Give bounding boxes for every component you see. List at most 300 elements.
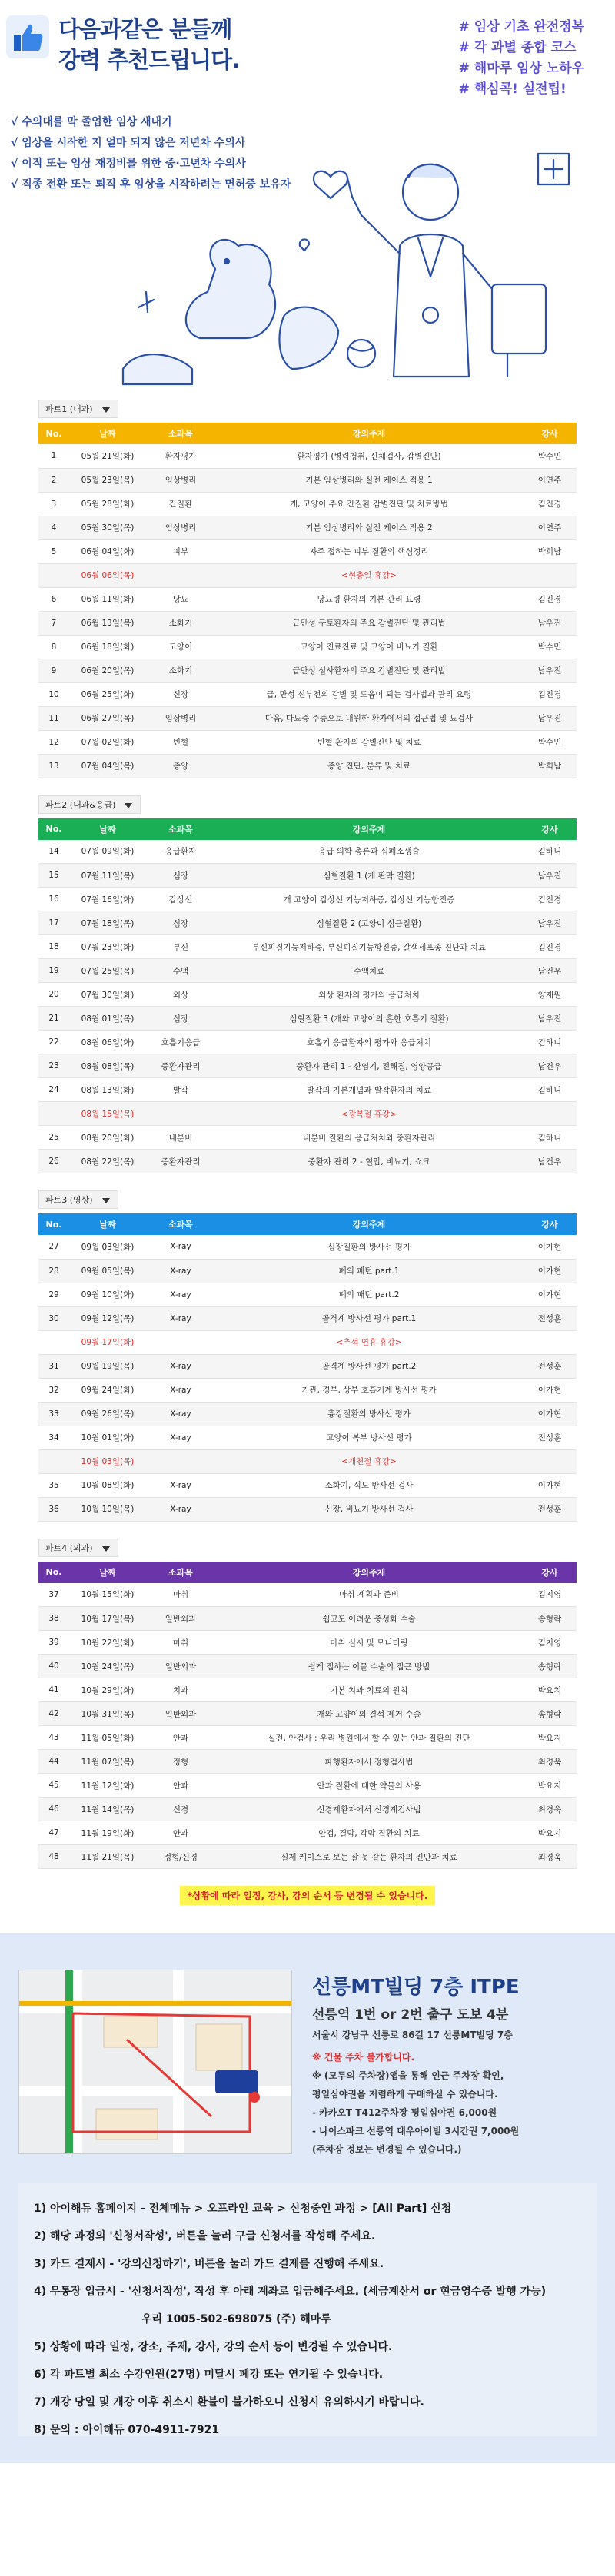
cell-topic: 부신피질기능저하증, 부신피질기능항진증, 갈색세포종 진단과 치료 bbox=[215, 935, 523, 959]
cell-inst: 박요치 bbox=[523, 1678, 577, 1702]
cell-topic: 환자평가 (병력청취, 신체검사, 감별진단) bbox=[215, 444, 523, 468]
info-item: 4) 무통장 입금시 - '신청서작성', 작성 후 아래 계좌로 입금해주세요. (세금계산서 or 현금영수증 발행 가능) bbox=[34, 2286, 547, 2298]
col-date: 날짜 bbox=[99, 824, 116, 835]
cell-date: 05월 21일(화) bbox=[69, 444, 146, 468]
cell-inst bbox=[523, 1102, 577, 1126]
cell-no: 28 bbox=[38, 1259, 69, 1283]
cell-topic: 응급 의학 총론과 심폐소생술 bbox=[215, 840, 523, 864]
schedule-notice: *상황에 따라 일정, 강사, 강의 순서 등 변경될 수 있습니다. bbox=[180, 1886, 436, 1905]
cell-topic: 급, 만성 신부전의 감별 및 도움이 되는 검사법과 관리 요령 bbox=[215, 682, 523, 706]
part-selector[interactable] bbox=[38, 795, 141, 814]
cell-inst: 박수민 bbox=[523, 730, 577, 754]
cell-no: 36 bbox=[38, 1497, 69, 1521]
cell-inst: 전성훈 bbox=[523, 1426, 577, 1449]
cell-date: 07월 09일(화) bbox=[69, 840, 146, 864]
cell-topic: 신경계환자에서 신경계검사법 bbox=[215, 1798, 523, 1821]
location-map[interactable] bbox=[18, 1970, 292, 2154]
cell-topic: 실제 케이스로 보는 잘 못 같는 환자의 진단과 치료 bbox=[215, 1845, 523, 1869]
cell-topic: 심혈질환 3 (개와 고양이의 흔한 호흡기 질환) bbox=[215, 1007, 523, 1031]
info-line: 평일심야권을 저렴하게 구매하실 수 있습니다. bbox=[312, 2089, 498, 2100]
col-no: No. bbox=[45, 1567, 62, 1577]
cell-date: 07월 16일(화) bbox=[69, 888, 146, 911]
cell-dept: 소화기 bbox=[146, 659, 215, 682]
cell-inst: 남우진 bbox=[523, 659, 577, 682]
col-inst: 강사 bbox=[541, 429, 558, 439]
cell-no: 17 bbox=[38, 911, 69, 935]
cell-date: 07월 30일(화) bbox=[69, 983, 146, 1007]
cell-inst bbox=[523, 563, 577, 587]
cell-topic: 기본 임상병리와 실전 케이스 적용 2 bbox=[215, 516, 523, 539]
holiday-row bbox=[38, 563, 577, 587]
col-inst: 강사 bbox=[541, 824, 558, 835]
cell-dept: 외상 bbox=[146, 983, 215, 1007]
cell-topic: 기본 치과 치료의 원칙 bbox=[215, 1678, 523, 1702]
cell-dept: 심장 bbox=[146, 864, 215, 888]
cell-inst: 남우진 bbox=[523, 611, 577, 635]
table-row bbox=[38, 911, 577, 935]
cell-no: 14 bbox=[38, 840, 69, 864]
cell-dept: 내분비 bbox=[146, 1126, 215, 1150]
table-row bbox=[38, 1497, 577, 1521]
cell-dept bbox=[146, 1330, 215, 1354]
bullet: √ 임상을 시작한 지 얼마 되지 않은 저년차 수의사 bbox=[11, 137, 246, 149]
table-row bbox=[38, 1655, 577, 1678]
bullet: √ 이직 또는 임상 재정비를 위한 중·고년차 수의사 bbox=[11, 158, 246, 170]
cell-dept: 환자평가 bbox=[146, 444, 215, 468]
col-inst: 강사 bbox=[541, 1567, 558, 1578]
cell-no: 3 bbox=[38, 492, 69, 516]
cell-dept: X-ray bbox=[146, 1235, 215, 1259]
cell-no: 4 bbox=[38, 516, 69, 539]
info-item: 6) 각 파트별 최소 수강인원(27명) 미달시 폐강 또는 연기될 수 있습니다. bbox=[34, 2369, 384, 2381]
thumbs-up-icon bbox=[6, 15, 49, 58]
table-row bbox=[38, 1078, 577, 1102]
cell-dept: 간질환 bbox=[146, 492, 215, 516]
col-dept: 소과목 bbox=[168, 1220, 193, 1230]
cell-dept: X-ray bbox=[146, 1402, 215, 1426]
col-dept: 소과목 bbox=[168, 824, 193, 835]
cell-no: 5 bbox=[38, 539, 69, 563]
cell-topic: 쉽게 접하는 이물 수술의 접근 방법 bbox=[215, 1655, 523, 1678]
cell-no: 24 bbox=[38, 1078, 69, 1102]
cell-date: 10월 03일(목) bbox=[69, 1449, 146, 1473]
cell-inst: 김진경 bbox=[523, 492, 577, 516]
table-row bbox=[38, 1473, 577, 1497]
cell-date: 11월 07일(목) bbox=[69, 1750, 146, 1774]
cell-topic: 신장, 비뇨기 방사선 검사 bbox=[215, 1497, 523, 1521]
cell-inst: 김하니 bbox=[523, 1078, 577, 1102]
part-3-section bbox=[38, 1190, 577, 1522]
cell-topic: 기본 임상병리와 실전 케이스 적용 1 bbox=[215, 468, 523, 492]
cell-dept: 부신 bbox=[146, 935, 215, 959]
cell-no bbox=[38, 1102, 69, 1126]
info-item: 3) 카드 결제시 - '강의신청하기', 버튼을 눌러 카드 결제를 진행해 주세요. bbox=[34, 2258, 384, 2270]
cell-topic: 급만성 설사환자의 주요 감별진단 및 관리법 bbox=[215, 659, 523, 682]
cell-topic: 외상 환자의 평가와 응급처치 bbox=[215, 983, 523, 1007]
col-dept: 소과목 bbox=[168, 429, 193, 439]
cell-dept bbox=[146, 1449, 215, 1473]
col-date: 날짜 bbox=[99, 429, 116, 439]
table-row bbox=[38, 1259, 577, 1283]
cell-no: 39 bbox=[38, 1631, 69, 1655]
cell-dept: X-ray bbox=[146, 1259, 215, 1283]
table-header-row bbox=[38, 818, 577, 840]
cell-inst: 이연주 bbox=[523, 516, 577, 539]
cell-date: 06월 25일(화) bbox=[69, 682, 146, 706]
cell-dept bbox=[146, 563, 215, 587]
table-row bbox=[38, 730, 577, 754]
table-row bbox=[38, 1283, 577, 1306]
table-row bbox=[38, 1402, 577, 1426]
cell-date: 10월 10일(목) bbox=[69, 1497, 146, 1521]
bullet: √ 수의대를 막 졸업한 임상 새내기 bbox=[11, 116, 172, 128]
cell-no: 19 bbox=[38, 959, 69, 983]
table-row bbox=[38, 1426, 577, 1449]
cell-topic: 내분비 질환의 응급처치와 중환자관리 bbox=[215, 1126, 523, 1150]
cell-date: 08월 08일(목) bbox=[69, 1054, 146, 1078]
part-label: 파트1 (내과) bbox=[45, 404, 93, 414]
cell-inst: 박수민 bbox=[523, 635, 577, 659]
cell-inst: 이가현 bbox=[523, 1378, 577, 1402]
cell-no: 35 bbox=[38, 1473, 69, 1497]
cell-topic: 당뇨병 환자의 기본 관리 요령 bbox=[215, 587, 523, 611]
part-label: 파트2 (내과&응급) bbox=[45, 799, 116, 810]
cell-no: 31 bbox=[38, 1354, 69, 1378]
cell-no: 9 bbox=[38, 659, 69, 682]
cell-date: 06월 06일(목) bbox=[69, 563, 146, 587]
cell-date: 10월 01일(화) bbox=[69, 1426, 146, 1449]
cell-no: 2 bbox=[38, 468, 69, 492]
schedule-table bbox=[38, 818, 577, 1174]
cell-date: 10월 17일(목) bbox=[69, 1607, 146, 1631]
cell-inst: 이가현 bbox=[523, 1473, 577, 1497]
hero-headline bbox=[58, 14, 239, 75]
cell-no: 40 bbox=[38, 1655, 69, 1678]
cell-inst: 이가현 bbox=[523, 1283, 577, 1306]
cell-date: 08월 06일(화) bbox=[69, 1031, 146, 1054]
cell-date: 10월 24일(목) bbox=[69, 1655, 146, 1678]
cell-dept: 수액 bbox=[146, 959, 215, 983]
tag: # 해마루 임상 노하우 bbox=[458, 61, 584, 76]
cell-inst: 양재원 bbox=[523, 983, 577, 1007]
cell-inst: 김지영 bbox=[523, 1583, 577, 1607]
cell-inst: 남우진 bbox=[523, 864, 577, 888]
col-topic: 강의주제 bbox=[352, 429, 386, 439]
cell-dept: 정형/신경 bbox=[146, 1845, 215, 1869]
cell-dept: X-ray bbox=[146, 1473, 215, 1497]
cell-inst: 김진경 bbox=[523, 682, 577, 706]
cell-no: 33 bbox=[38, 1402, 69, 1426]
table-row bbox=[38, 659, 577, 682]
cell-dept: 일반외과 bbox=[146, 1655, 215, 1678]
cell-no: 41 bbox=[38, 1678, 69, 1702]
cell-topic: 중환자 관리 1 - 산염기, 전해질, 영양공급 bbox=[215, 1054, 523, 1078]
cell-dept: 응급환자 bbox=[146, 840, 215, 864]
cell-date: 08월 15일(목) bbox=[69, 1102, 146, 1126]
cell-inst: 박희남 bbox=[523, 754, 577, 778]
table-row bbox=[38, 539, 577, 563]
cell-dept: 일반외과 bbox=[146, 1607, 215, 1631]
cell-dept: 빈혈 bbox=[146, 730, 215, 754]
cell-dept: X-ray bbox=[146, 1306, 215, 1330]
cell-no: 43 bbox=[38, 1726, 69, 1750]
info-item: 8) 문의 : 아이해듀 070-4911-7921 bbox=[34, 2424, 220, 2436]
cell-inst: 김하니 bbox=[523, 1126, 577, 1150]
cell-no bbox=[38, 1330, 69, 1354]
table-row bbox=[38, 1150, 577, 1173]
cell-no: 25 bbox=[38, 1126, 69, 1150]
cell-inst: 이가현 bbox=[523, 1259, 577, 1283]
table-row bbox=[38, 1726, 577, 1750]
cell-topic: 소화기, 식도 방사선 검사 bbox=[215, 1473, 523, 1497]
cell-dept: 일반외과 bbox=[146, 1702, 215, 1726]
cell-date: 10월 08일(화) bbox=[69, 1473, 146, 1497]
cell-date: 07월 23일(화) bbox=[69, 935, 146, 959]
part-1-section bbox=[38, 400, 577, 778]
cell-no: 22 bbox=[38, 1031, 69, 1054]
cell-no: 11 bbox=[38, 706, 69, 730]
cell-date: 10월 15일(화) bbox=[69, 1583, 146, 1607]
table-row bbox=[38, 754, 577, 778]
table-header-row bbox=[38, 1562, 577, 1583]
cell-inst: 김하니 bbox=[523, 1031, 577, 1054]
cell-date: 06월 27일(목) bbox=[69, 706, 146, 730]
cell-inst: 남우진 bbox=[523, 1007, 577, 1031]
info-line: ※ (모두의 주차장)앱을 통해 인근 주차장 확인, bbox=[312, 2070, 504, 2081]
cell-date: 09월 12일(목) bbox=[69, 1306, 146, 1330]
location-title: 선릉MT빌딩 7층 ITPE bbox=[312, 1976, 520, 1999]
table-row bbox=[38, 1378, 577, 1402]
cell-date: 11월 14일(목) bbox=[69, 1798, 146, 1821]
cell-inst: 박수민 bbox=[523, 444, 577, 468]
cell-inst: 최경욱 bbox=[523, 1845, 577, 1869]
col-dept: 소과목 bbox=[168, 1567, 193, 1578]
cell-no bbox=[38, 1449, 69, 1473]
part-label: 파트3 (영상) bbox=[45, 1195, 93, 1205]
col-topic: 강의주제 bbox=[352, 824, 386, 835]
col-no: No. bbox=[45, 428, 62, 439]
cell-dept: X-ray bbox=[146, 1378, 215, 1402]
cell-inst: 박희남 bbox=[523, 539, 577, 563]
cell-no: 20 bbox=[38, 983, 69, 1007]
cell-inst: 박요지 bbox=[523, 1726, 577, 1750]
cell-date: 10월 31일(목) bbox=[69, 1702, 146, 1726]
bullet: √ 직종 전환 또는 퇴직 후 임상을 시작하려는 면허증 보유자 bbox=[11, 178, 291, 191]
col-inst: 강사 bbox=[541, 1220, 558, 1230]
cell-date: 11월 21일(목) bbox=[69, 1845, 146, 1869]
table-header-row bbox=[38, 423, 577, 444]
bank-account: 우리 1005-502-698075 (주) 해마루 bbox=[141, 2313, 331, 2325]
cell-date: 06월 20일(목) bbox=[69, 659, 146, 682]
cell-dept: 심장 bbox=[146, 911, 215, 935]
cell-dept: 안과 bbox=[146, 1726, 215, 1750]
cell-date: 07월 18일(목) bbox=[69, 911, 146, 935]
cell-topic: 심장질환의 방사선 평가 bbox=[215, 1235, 523, 1259]
cell-topic: 마취 실시 및 모니터링 bbox=[215, 1631, 523, 1655]
cell-topic: 개 고양이 갑상선 기능저하증, 갑상선 기능항진증 bbox=[215, 888, 523, 911]
tag: # 임상 기초 완전정복 bbox=[458, 19, 584, 35]
cell-date: 09월 05일(목) bbox=[69, 1259, 146, 1283]
cell-date: 09월 17일(화) bbox=[69, 1330, 146, 1354]
schedule-table bbox=[38, 1562, 577, 1870]
dropdown-arrow-icon bbox=[102, 407, 110, 413]
hero-section bbox=[0, 0, 615, 400]
table-row bbox=[38, 1702, 577, 1726]
col-no: No. bbox=[45, 1219, 62, 1230]
cell-dept: 마취 bbox=[146, 1631, 215, 1655]
cell-inst: 김진경 bbox=[523, 888, 577, 911]
vet-illustration bbox=[108, 123, 615, 400]
cell-dept: 발작 bbox=[146, 1078, 215, 1102]
cell-date: 07월 02일(화) bbox=[69, 730, 146, 754]
col-no: No. bbox=[45, 824, 62, 834]
holiday-row bbox=[38, 1330, 577, 1354]
cell-no: 21 bbox=[38, 1007, 69, 1031]
cell-inst: 남우진 bbox=[523, 911, 577, 935]
cell-no: 7 bbox=[38, 611, 69, 635]
cell-inst: 이가현 bbox=[523, 1235, 577, 1259]
cell-date: 07월 25일(목) bbox=[69, 959, 146, 983]
headline-line-1: 다음과같은 분들께 bbox=[58, 16, 232, 42]
table-row bbox=[38, 1821, 577, 1845]
cell-inst: 남건우 bbox=[523, 1054, 577, 1078]
info-line: (주차장 정보는 변경될 수 있습니다.) bbox=[312, 2144, 462, 2155]
info-line: - 나이스파크 선릉역 대우아이빌 3시간권 7,000원 bbox=[312, 2126, 520, 2136]
tag: # 핵심콕! 실전팁! bbox=[458, 81, 567, 97]
cell-dept: 심장 bbox=[146, 1007, 215, 1031]
table-row bbox=[38, 1607, 577, 1631]
info-item: 2) 해당 과정의 '신청서작성', 버튼을 눌러 구글 신청서를 작성해 주세요. bbox=[34, 2230, 376, 2242]
cell-date: 07월 04일(목) bbox=[69, 754, 146, 778]
cell-topic: 심혈질환 2 (고양이 심근질환) bbox=[215, 911, 523, 935]
cell-date: 08월 13일(화) bbox=[69, 1078, 146, 1102]
cell-inst: 최경욱 bbox=[523, 1798, 577, 1821]
cell-dept: 마취 bbox=[146, 1583, 215, 1607]
cell-no: 44 bbox=[38, 1750, 69, 1774]
info-line: - 카카오T T412주차장 평일심야권 6,000원 bbox=[312, 2107, 497, 2118]
cell-date: 08월 01일(목) bbox=[69, 1007, 146, 1031]
cell-inst: 김진경 bbox=[523, 587, 577, 611]
cell-dept: 당뇨 bbox=[146, 587, 215, 611]
table-row bbox=[38, 864, 577, 888]
cell-date: 06월 04일(화) bbox=[69, 539, 146, 563]
cell-date: 06월 11일(화) bbox=[69, 587, 146, 611]
cell-date: 08월 20일(화) bbox=[69, 1126, 146, 1150]
table-row bbox=[38, 1354, 577, 1378]
table-header-row bbox=[38, 1213, 577, 1235]
cell-date: 10월 29일(화) bbox=[69, 1678, 146, 1702]
table-row bbox=[38, 635, 577, 659]
dropdown-arrow-icon bbox=[102, 1198, 110, 1203]
cell-no: 29 bbox=[38, 1283, 69, 1306]
cell-dept: 호흡기응급 bbox=[146, 1031, 215, 1054]
cell-dept: X-ray bbox=[146, 1354, 215, 1378]
cell-dept: 안과 bbox=[146, 1821, 215, 1845]
part-selector[interactable] bbox=[38, 1539, 118, 1557]
col-topic: 강의주제 bbox=[352, 1220, 386, 1230]
table-row bbox=[38, 983, 577, 1007]
table-row bbox=[38, 1235, 577, 1259]
part-selector[interactable] bbox=[38, 400, 118, 418]
cell-no: 8 bbox=[38, 635, 69, 659]
cell-topic: 빈혈 환자의 감별진단 및 치료 bbox=[215, 730, 523, 754]
table-row bbox=[38, 1054, 577, 1078]
table-row bbox=[38, 1126, 577, 1150]
cell-topic: 실전, 안검사 : 우리 병원에서 할 수 있는 안과 질환의 진단 bbox=[215, 1726, 523, 1750]
cell-topic: 다음, 다뇨증 주증으로 내원한 환자에서의 접근법 및 뇨검사 bbox=[215, 706, 523, 730]
cell-date: 10월 22일(화) bbox=[69, 1631, 146, 1655]
cell-topic: <추석 연휴 휴강> bbox=[215, 1330, 523, 1354]
headline-line-2: 강력 추천드립니다. bbox=[58, 47, 240, 73]
cell-dept: 고양이 bbox=[146, 635, 215, 659]
table-row bbox=[38, 959, 577, 983]
info-item: 5) 상황에 따라 일정, 장소, 주제, 강사, 강의 순서 등이 변경될 수 있습니다. bbox=[34, 2341, 393, 2353]
cell-inst: 전성훈 bbox=[523, 1306, 577, 1330]
table-row bbox=[38, 1631, 577, 1655]
cell-inst: 이가현 bbox=[523, 1402, 577, 1426]
col-date: 날짜 bbox=[99, 1567, 116, 1578]
cell-inst: 전성훈 bbox=[523, 1354, 577, 1378]
cell-date: 09월 26일(목) bbox=[69, 1402, 146, 1426]
cell-inst: 송형락 bbox=[523, 1702, 577, 1726]
dropdown-arrow-icon bbox=[125, 803, 132, 808]
schedule-table bbox=[38, 1213, 577, 1522]
cell-inst: 김하니 bbox=[523, 840, 577, 864]
table-row bbox=[38, 1845, 577, 1869]
cell-no: 27 bbox=[38, 1235, 69, 1259]
cell-no: 26 bbox=[38, 1150, 69, 1173]
cell-date: 11월 12일(화) bbox=[69, 1774, 146, 1798]
cell-topic: 발작의 기본개념과 발작환자의 치료 bbox=[215, 1078, 523, 1102]
cell-no: 45 bbox=[38, 1774, 69, 1798]
cell-date: 05월 28일(화) bbox=[69, 492, 146, 516]
cell-dept: 갑상선 bbox=[146, 888, 215, 911]
cell-dept: 피부 bbox=[146, 539, 215, 563]
cell-date: 09월 24일(화) bbox=[69, 1378, 146, 1402]
cell-no: 47 bbox=[38, 1821, 69, 1845]
cell-topic: 심혈질환 1 (개 판막 질환) bbox=[215, 864, 523, 888]
registration-info-box bbox=[18, 2183, 597, 2436]
table-row bbox=[38, 611, 577, 635]
table-row bbox=[38, 706, 577, 730]
cell-dept: X-ray bbox=[146, 1426, 215, 1449]
cell-no: 15 bbox=[38, 864, 69, 888]
hero-tags bbox=[459, 17, 584, 100]
cell-date: 06월 18일(화) bbox=[69, 635, 146, 659]
cell-inst: 남건우 bbox=[523, 959, 577, 983]
cell-topic: 쉽고도 어려운 중성화 수술 bbox=[215, 1607, 523, 1631]
notice-wrap bbox=[0, 1886, 615, 1905]
cell-date: 11월 05일(화) bbox=[69, 1726, 146, 1750]
cell-date: 05월 23일(목) bbox=[69, 468, 146, 492]
table-row bbox=[38, 1750, 577, 1774]
cell-dept: X-ray bbox=[146, 1283, 215, 1306]
table-row bbox=[38, 516, 577, 539]
cell-inst: 전성훈 bbox=[523, 1497, 577, 1521]
cell-topic: 파행환자에서 정형검사법 bbox=[215, 1750, 523, 1774]
cell-topic: 자주 접하는 피부 질환의 핵심정리 bbox=[215, 539, 523, 563]
part-label: 파트4 (외과) bbox=[45, 1542, 93, 1553]
table-row bbox=[38, 1583, 577, 1607]
table-row bbox=[38, 1798, 577, 1821]
part-selector[interactable] bbox=[38, 1190, 118, 1209]
col-topic: 강의주제 bbox=[352, 1567, 386, 1578]
cell-topic: 고양이 복부 방사선 평가 bbox=[215, 1426, 523, 1449]
location-address: 서울시 강남구 선릉로 86길 17 선릉MT빌딩 7층 bbox=[312, 2030, 513, 2040]
cell-topic: 급만성 구토환자의 주요 감별진단 및 관리법 bbox=[215, 611, 523, 635]
cell-dept: 중환자관리 bbox=[146, 1054, 215, 1078]
map-graphic bbox=[19, 1970, 292, 2154]
